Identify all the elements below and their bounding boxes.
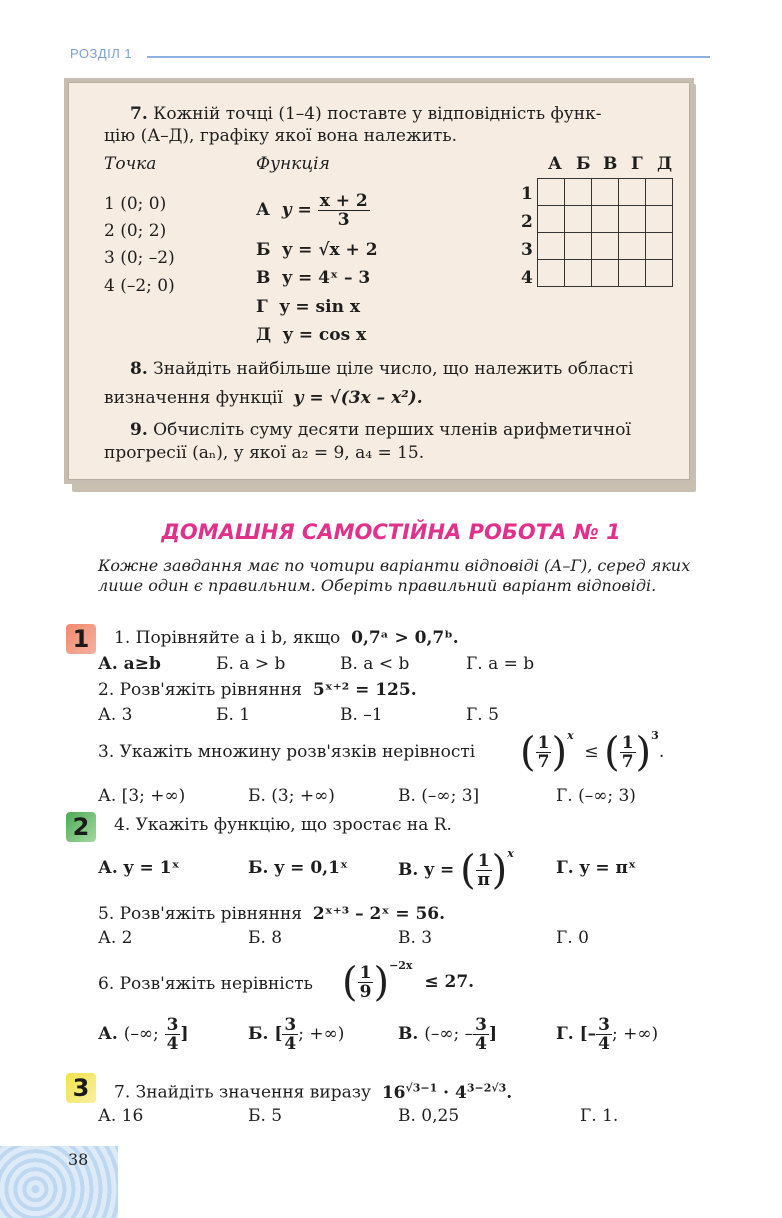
corner-decoration — [0, 1146, 118, 1218]
q1-opt-v[interactable]: В. a < b — [340, 654, 410, 674]
level-badge-1: 1 — [66, 624, 96, 654]
q7-opt-b[interactable]: Б. 5 — [248, 1106, 283, 1126]
grid-row-4: 4 — [521, 268, 533, 288]
q4-opt-b[interactable]: Б. y = 0,1ˣ — [248, 858, 348, 878]
func-g: Г y = sin x — [256, 297, 360, 317]
q5-opt-b[interactable]: Б. 8 — [248, 928, 283, 948]
q4-opt-v[interactable]: В. y = ( $\frac{1}{\pi}$ )$^x$ — [398, 847, 514, 894]
q7-opt-g[interactable]: Г. 1. — [580, 1106, 619, 1126]
q3-opt-a[interactable]: А. [3; +∞) — [98, 786, 186, 806]
q7-opt-a[interactable]: А. 16 — [98, 1106, 144, 1126]
q4-opt-g[interactable]: Г. y = πˣ — [556, 858, 637, 878]
q6-opt-v[interactable]: В. (–∞; – $\frac{3}{4}$ ] — [398, 1015, 498, 1054]
q5-opt-g[interactable]: Г. 0 — [556, 928, 589, 948]
func-d: Д y = cos x — [256, 325, 367, 345]
q6-opt-b[interactable]: Б. [ $\frac{3}{4}$ ; +∞) — [248, 1015, 345, 1054]
q4-text: 4. Укажіть функцію, що зростає на R. — [114, 815, 452, 835]
answer-grid[interactable] — [537, 178, 673, 287]
q4-opt-a[interactable]: А. y = 1ˣ — [98, 858, 180, 878]
q2-opt-g[interactable]: Г. 5 — [466, 705, 499, 725]
grid-col-a: А — [548, 154, 562, 174]
q1-opt-a[interactable]: А. a≥b — [98, 654, 161, 674]
task9-line1: 9. Обчисліть суму десяти перших членів арифметичної — [130, 420, 631, 440]
page-number: 38 — [68, 1150, 89, 1169]
q1-text: 1. Порівняйте a і b, якщо 0,7ᵃ > 0,7ᵇ. — [114, 628, 459, 648]
task8-line2: визначення функції y = √(3x – x²). — [104, 388, 423, 408]
point-2: 2 (0; 2) — [104, 221, 167, 241]
level-badge-2: 2 — [66, 812, 96, 842]
col-func-header: Функція — [256, 154, 330, 174]
q2-opt-b[interactable]: Б. 1 — [216, 705, 251, 725]
q6-expr: ( $\frac{1}{9}$ )$^{-2x}$ ≤ 27. — [342, 959, 475, 1006]
task9-line2: прогресії (aₙ), у якої a₂ = 9, a₄ = 15. — [104, 443, 425, 463]
q3-opt-g[interactable]: Г. (–∞; 3) — [556, 786, 636, 806]
task8-line1: 8. Знайдіть найбільше ціле число, що належить області — [130, 359, 634, 379]
q2-text: 2. Розв'яжіть рівняння 5ˣ⁺² = 125. — [98, 680, 417, 700]
q7-opt-v[interactable]: В. 0,25 — [398, 1106, 460, 1126]
grid-col-g: Г — [631, 154, 643, 174]
homework-title: ДОМАШНЯ САМОСТІЙНА РОБОТА № 1 — [161, 520, 621, 544]
q3-opt-b[interactable]: Б. (3; +∞) — [248, 786, 335, 806]
q3-text: 3. Укажіть множину розв'язків нерівності — [98, 742, 476, 762]
q5-opt-a[interactable]: А. 2 — [98, 928, 133, 948]
grid-col-d: Д — [657, 154, 673, 174]
level-badge-3: 3 — [66, 1073, 96, 1103]
q7-text: 7. Знайдіть значення виразу $16^{√3-1} \cdot 4^{3-2√3}$. — [114, 1081, 513, 1103]
q6-text: 6. Розв'яжіть нерівність — [98, 974, 313, 994]
point-4: 4 (–2; 0) — [104, 276, 175, 296]
q2-opt-a[interactable]: А. 3 — [98, 705, 133, 725]
q6-opt-g[interactable]: Г. [– $\frac{3}{4}$ ; +∞) — [556, 1015, 659, 1054]
q6-opt-a[interactable]: А. (–∞; $\frac{3}{4}$ ] — [98, 1015, 189, 1054]
section-header: РОЗДІЛ 1 — [70, 46, 133, 61]
func-v: В y = 4ˣ – 3 — [256, 268, 371, 288]
grid-col-v: В — [603, 154, 618, 174]
q5-text: 5. Розв'яжіть рівняння 2ˣ⁺³ – 2ˣ = 56. — [98, 904, 446, 924]
q2-opt-v[interactable]: В. –1 — [340, 705, 383, 725]
task7-line2: цію (А–Д), графіку якої вона належить. — [104, 126, 457, 146]
point-3: 3 (0; –2) — [104, 248, 175, 268]
func-b: Б y = √x + 2 — [256, 240, 378, 260]
grid-row-2: 2 — [521, 212, 533, 232]
col-point-header: Точка — [104, 154, 157, 174]
homework-intro: Кожне завдання має по чотири варіанти відповіді (А–Г), серед яких лише один є правильним. Оберіть правильний варіант відповіді. — [98, 556, 691, 595]
task7-line1: 7. Кожній точці (1–4) поставте у відповідність функ- — [130, 104, 602, 124]
header-rule — [147, 56, 710, 58]
q3-expr: ( $\frac{1}{7}$ )$^x$ ≤ ( $\frac{1}{7}$ )$^3$. — [520, 729, 665, 776]
q3-opt-v[interactable]: В. (–∞; 3] — [398, 786, 480, 806]
q1-opt-b[interactable]: Б. a > b — [216, 654, 286, 674]
point-1: 1 (0; 0) — [104, 194, 167, 214]
grid-col-b: Б — [576, 154, 591, 174]
func-a: А y = $\frac{x + 2}{3}$ — [256, 191, 368, 230]
grid-row-1: 1 — [521, 184, 533, 204]
grid-row-3: 3 — [521, 240, 533, 260]
q1-opt-g[interactable]: Г. a = b — [466, 654, 535, 674]
q5-opt-v[interactable]: В. 3 — [398, 928, 433, 948]
